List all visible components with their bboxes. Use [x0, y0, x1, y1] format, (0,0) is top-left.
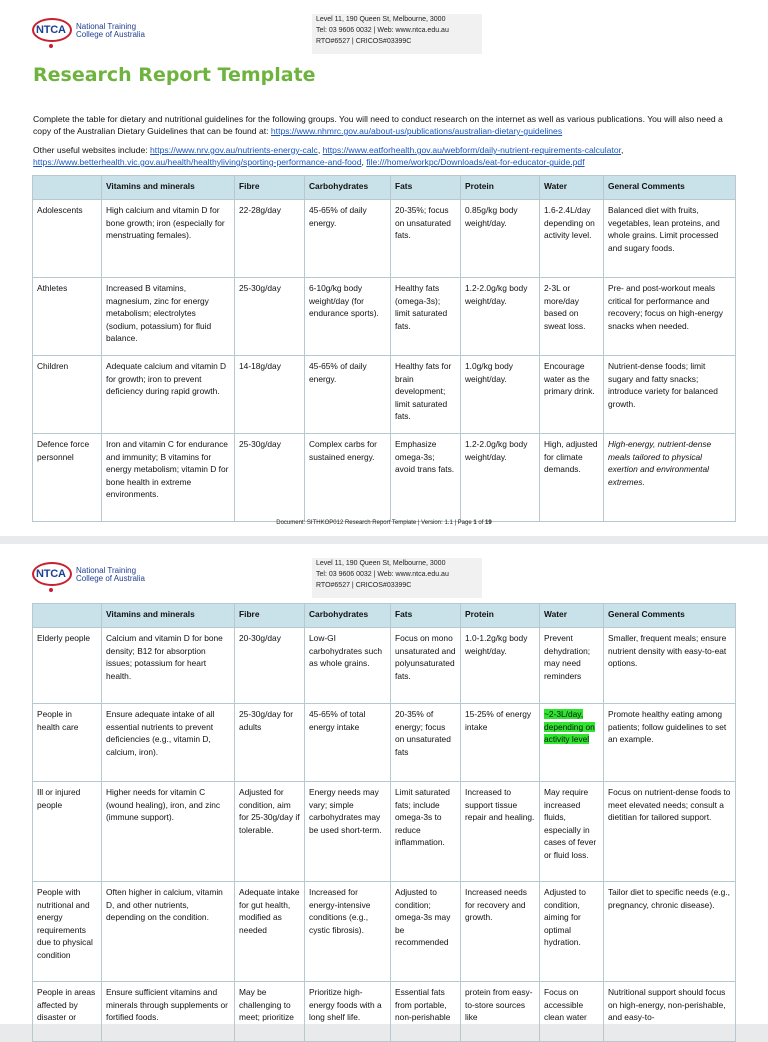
- group-cell: People in areas affected by disaster or: [33, 982, 102, 1042]
- vitamins-cell: Ensure adequate intake of all essential nutrients to prevent deficiencies (e.g., vitamin D, calcium, iron).: [102, 704, 235, 782]
- col-header-water: Water: [540, 176, 604, 200]
- water-cell: Adjusted to condition, aiming for optimal hydration.: [540, 882, 604, 982]
- table-row: [33, 356, 736, 434]
- link-nrv[interactable]: https://www.nrv.gov.au/nutrients-energy-calc: [150, 145, 318, 155]
- vitamins-cell: Adequate calcium and vitamin D for growth; iron to prevent deficiency during rapid growth.: [102, 356, 235, 434]
- water-cell: Encourage water as the primary drink.: [540, 356, 604, 434]
- vitamins-cell: High calcium and vitamin D for bone growth; iron (especially for menstruating females).: [102, 200, 235, 278]
- address-box: Level 11, 190 Queen St, Melbourne, 3000 Tel: 03 9606 0032 | Web: www.ntca.edu.au RTO#6527 | CRICOS#03399C: [312, 558, 482, 598]
- carbs-cell: Prioritize high-energy foods with a long shelf life.: [305, 982, 391, 1042]
- protein-cell: 1.0-1.2g/kg body weight/day.: [461, 628, 540, 704]
- fats-cell: Healthy fats (omega-3s); limit saturated fats.: [391, 278, 461, 356]
- group-cell: Elderly people: [33, 628, 102, 704]
- col-header-group: [33, 604, 102, 628]
- water-cell: [540, 704, 604, 782]
- carbs-cell: 6-10g/kg body weight/day (for endurance sports).: [305, 278, 391, 356]
- intro-paragraph: Complete the table for dietary and nutritional guidelines for the following groups. You will need to conduct research on the internet as well as various publications. You will also need a copy of the Australian Dietary Guidelines that can be found at: https://www.nhmrc.gov.au/about-us/publications/australian-dietary-guidelines: [33, 114, 723, 136]
- page-title: Research Report Template: [33, 64, 316, 86]
- group-cell: People in health care: [33, 704, 102, 782]
- comments-cell: Balanced diet with fruits, vegetables, lean proteins, and whole grains. Limit processed and sugary foods.: [604, 200, 736, 278]
- logo-abbr: NTCA: [36, 24, 66, 36]
- vitamins-cell: Higher needs for vitamin C (wound healing), iron, and zinc (immune support).: [102, 782, 235, 882]
- water-cell: 2-3L or more/day based on sweat loss.: [540, 278, 604, 356]
- link-betterhealth[interactable]: https://www.betterhealth.vic.gov.au/health/healthyliving/sporting-performance-and-food: [33, 157, 362, 167]
- col-header-fibre: Fibre: [235, 176, 305, 200]
- carbs-cell: Increased for energy-intensive conditions (e.g., cystic fibrosis).: [305, 882, 391, 982]
- table-row: [33, 628, 736, 704]
- protein-cell: 0.85g/kg body weight/day.: [461, 200, 540, 278]
- fats-cell: Focus on monounsaturated and polyunsaturated fats.: [391, 628, 461, 704]
- logo-name: National Training College of Australia: [76, 566, 145, 583]
- group-cell: Adolescents: [33, 200, 102, 278]
- logo-name: National Training College of Australia: [76, 22, 145, 39]
- comments-cell: Promote healthy eating among patients; follow guidelines to set an example.: [604, 704, 736, 782]
- fibre-cell: Adequate intake for gut health, modified as needed: [235, 882, 305, 982]
- fibre-cell: May be challenging to meet; prioritize: [235, 982, 305, 1042]
- page-footer: Document: SITHKOP012 Research Report Template | Version: 1.1 | Page 1 of 19: [276, 520, 492, 526]
- table-row: [33, 434, 736, 522]
- guidelines-link[interactable]: https://www.nhmrc.gov.au/about-us/publications/australian-dietary-guidelines: [270, 126, 563, 136]
- fats-cell: 20-35% of energy; focus on unsaturated fats: [391, 704, 461, 782]
- link-educator-guide[interactable]: file:///home/workpc/Downloads/eat-for-educator-guide.pdf: [366, 157, 585, 167]
- group-cell: Athletes: [33, 278, 102, 356]
- col-header-vitamins: Vitamins and minerals: [102, 604, 235, 628]
- fats-cell: Healthy fats for brain development; limit saturated fats.: [391, 356, 461, 434]
- fibre-cell: 14-18g/day: [235, 356, 305, 434]
- water-cell: Focus on accessible clean water: [540, 982, 604, 1042]
- protein-cell: 15-25% of energy intake: [461, 704, 540, 782]
- nutrition-table-1: [32, 175, 736, 522]
- fibre-cell: 22-28g/day: [235, 200, 305, 278]
- fats-cell: Adjusted to condition; omega-3s may be recommended: [391, 882, 461, 982]
- carbs-cell: Energy needs may vary; simple carbohydrates may be used short-term.: [305, 782, 391, 882]
- fats-cell: Essential fats from portable, non-perishable: [391, 982, 461, 1042]
- col-header-comments: General Comments: [604, 604, 736, 628]
- group-cell: Ill or injured people: [33, 782, 102, 882]
- carbs-cell: 45-65% of daily energy.: [305, 200, 391, 278]
- logo-abbr: NTCA: [36, 568, 66, 580]
- col-header-carbohydrates: Carbohydrates: [305, 176, 391, 200]
- fibre-cell: 25-30g/day: [235, 278, 305, 356]
- col-header-group: [33, 176, 102, 200]
- protein-cell: 1.2-2.0g/kg body weight/day.: [461, 278, 540, 356]
- fats-cell: Emphasize omega-3s; avoid trans fats.: [391, 434, 461, 522]
- water-cell: May require increased fluids, especially in cases of fever or fluid loss.: [540, 782, 604, 882]
- table-header-row: [33, 604, 736, 628]
- fibre-cell: 25-30g/day: [235, 434, 305, 522]
- water-cell: Prevent dehydration; may need reminders: [540, 628, 604, 704]
- comments-cell: Pre- and post-workout meals critical for performance and recovery; focus on high-energy snacks when needed.: [604, 278, 736, 356]
- col-header-fats: Fats: [391, 176, 461, 200]
- fibre-cell: 20-30g/day: [235, 628, 305, 704]
- comments-cell: Nutrient-dense foods; limit sugary and fatty snacks; introduce variety for balanced growth.: [604, 356, 736, 434]
- col-header-protein: Protein: [461, 604, 540, 628]
- group-cell: People with nutritional and energy requirements due to physical condition: [33, 882, 102, 982]
- carbs-cell: Complex carbs for sustained energy.: [305, 434, 391, 522]
- useful-websites: Other useful websites include: https://www.nrv.gov.au/nutrients-energy-calc, https://www.eatforhealth.gov.au/webform/daily-nutrient-requirements-calculator, https://www.betterhealth.vic.gov.au/health/healthyliving/sporting-performance-and-food, file:///home/workpc/Downloads/eat-for-educator-guide.pdf: [33, 145, 624, 167]
- fibre-cell: Adjusted for condition, aim for 25-30g/day if tolerable.: [235, 782, 305, 882]
- col-header-fibre: Fibre: [235, 604, 305, 628]
- protein-cell: 1.0g/kg body weight/day.: [461, 356, 540, 434]
- fats-cell: Limit saturated fats; include omega-3s to reduce inflammation.: [391, 782, 461, 882]
- table-row: [33, 882, 736, 982]
- comments-cell: Focus on nutrient-dense foods to meet elevated needs; consult a dietitian for tailored support.: [604, 782, 736, 882]
- carbs-cell: 45-65% of total energy intake: [305, 704, 391, 782]
- highlighted-water-text: ~2-3L/day, depending on activity level: [544, 709, 595, 745]
- col-header-water: Water: [540, 604, 604, 628]
- vitamins-cell: Often higher in calcium, vitamin D, and other nutrients, depending on the condition.: [102, 882, 235, 982]
- comments-cell: Nutritional support should focus on high-energy, non-perishable, and easy-to-: [604, 982, 736, 1042]
- nutrition-table-2: [32, 603, 736, 1042]
- group-cell: Defence force personnel: [33, 434, 102, 522]
- protein-cell: Increased to support tissue repair and healing.: [461, 782, 540, 882]
- col-header-carbohydrates: Carbohydrates: [305, 604, 391, 628]
- vitamins-cell: Increased B vitamins, magnesium, zinc for energy metabolism; electrolytes (sodium, potassium) for fluid balance.: [102, 278, 235, 356]
- col-header-protein: Protein: [461, 176, 540, 200]
- carbs-cell: 45-65% of daily energy.: [305, 356, 391, 434]
- logo-pin-icon: [49, 588, 53, 592]
- protein-cell: Increased needs for recovery and growth.: [461, 882, 540, 982]
- table-row: [33, 982, 736, 1042]
- col-header-fats: Fats: [391, 604, 461, 628]
- table-row: [33, 278, 736, 356]
- address-box: Level 11, 190 Queen St, Melbourne, 3000 Tel: 03 9606 0032 | Web: www.ntca.edu.au RTO#6527 | CRICOS#03399C: [312, 14, 482, 54]
- link-eatforhealth[interactable]: https://www.eatforhealth.gov.au/webform/daily-nutrient-requirements-calculator: [322, 145, 622, 155]
- vitamins-cell: Iron and vitamin C for endurance and immunity; B vitamins for energy metabolism; vitamin D for bone health in extreme environments.: [102, 434, 235, 522]
- ntca-logo: [32, 14, 182, 48]
- table-row: [33, 782, 736, 882]
- vitamins-cell: Calcium and vitamin D for bone density; B12 for absorption issues; potassium for heart health.: [102, 628, 235, 704]
- comments-cell: Smaller, frequent meals; ensure nutrient density with easy-to-eat options.: [604, 628, 736, 704]
- logo-pin-icon: [49, 44, 53, 48]
- ntca-logo: [32, 558, 182, 592]
- water-cell: High, adjusted for climate demands.: [540, 434, 604, 522]
- table-row: [33, 704, 736, 782]
- fats-cell: 20-35%; focus on unsaturated fats.: [391, 200, 461, 278]
- vitamins-cell: Ensure sufficient vitamins and minerals through supplements or fortified foods.: [102, 982, 235, 1042]
- comments-cell: High-energy, nutrient-dense meals tailored to physical exertion and environmental extremes.: [604, 434, 736, 522]
- col-header-vitamins: Vitamins and minerals: [102, 176, 235, 200]
- fibre-cell: 25-30g/day for adults: [235, 704, 305, 782]
- water-cell: 1.6-2.4L/day depending on activity level.: [540, 200, 604, 278]
- protein-cell: protein from easy-to-store sources like: [461, 982, 540, 1042]
- carbs-cell: Low-GI carbohydrates such as whole grains.: [305, 628, 391, 704]
- table-row: [33, 200, 736, 278]
- col-header-comments: General Comments: [604, 176, 736, 200]
- table-header-row: [33, 176, 736, 200]
- comments-cell: Tailor diet to specific needs (e.g., pregnancy, chronic disease).: [604, 882, 736, 982]
- protein-cell: 1.2-2.0g/kg body weight/day.: [461, 434, 540, 522]
- group-cell: Children: [33, 356, 102, 434]
